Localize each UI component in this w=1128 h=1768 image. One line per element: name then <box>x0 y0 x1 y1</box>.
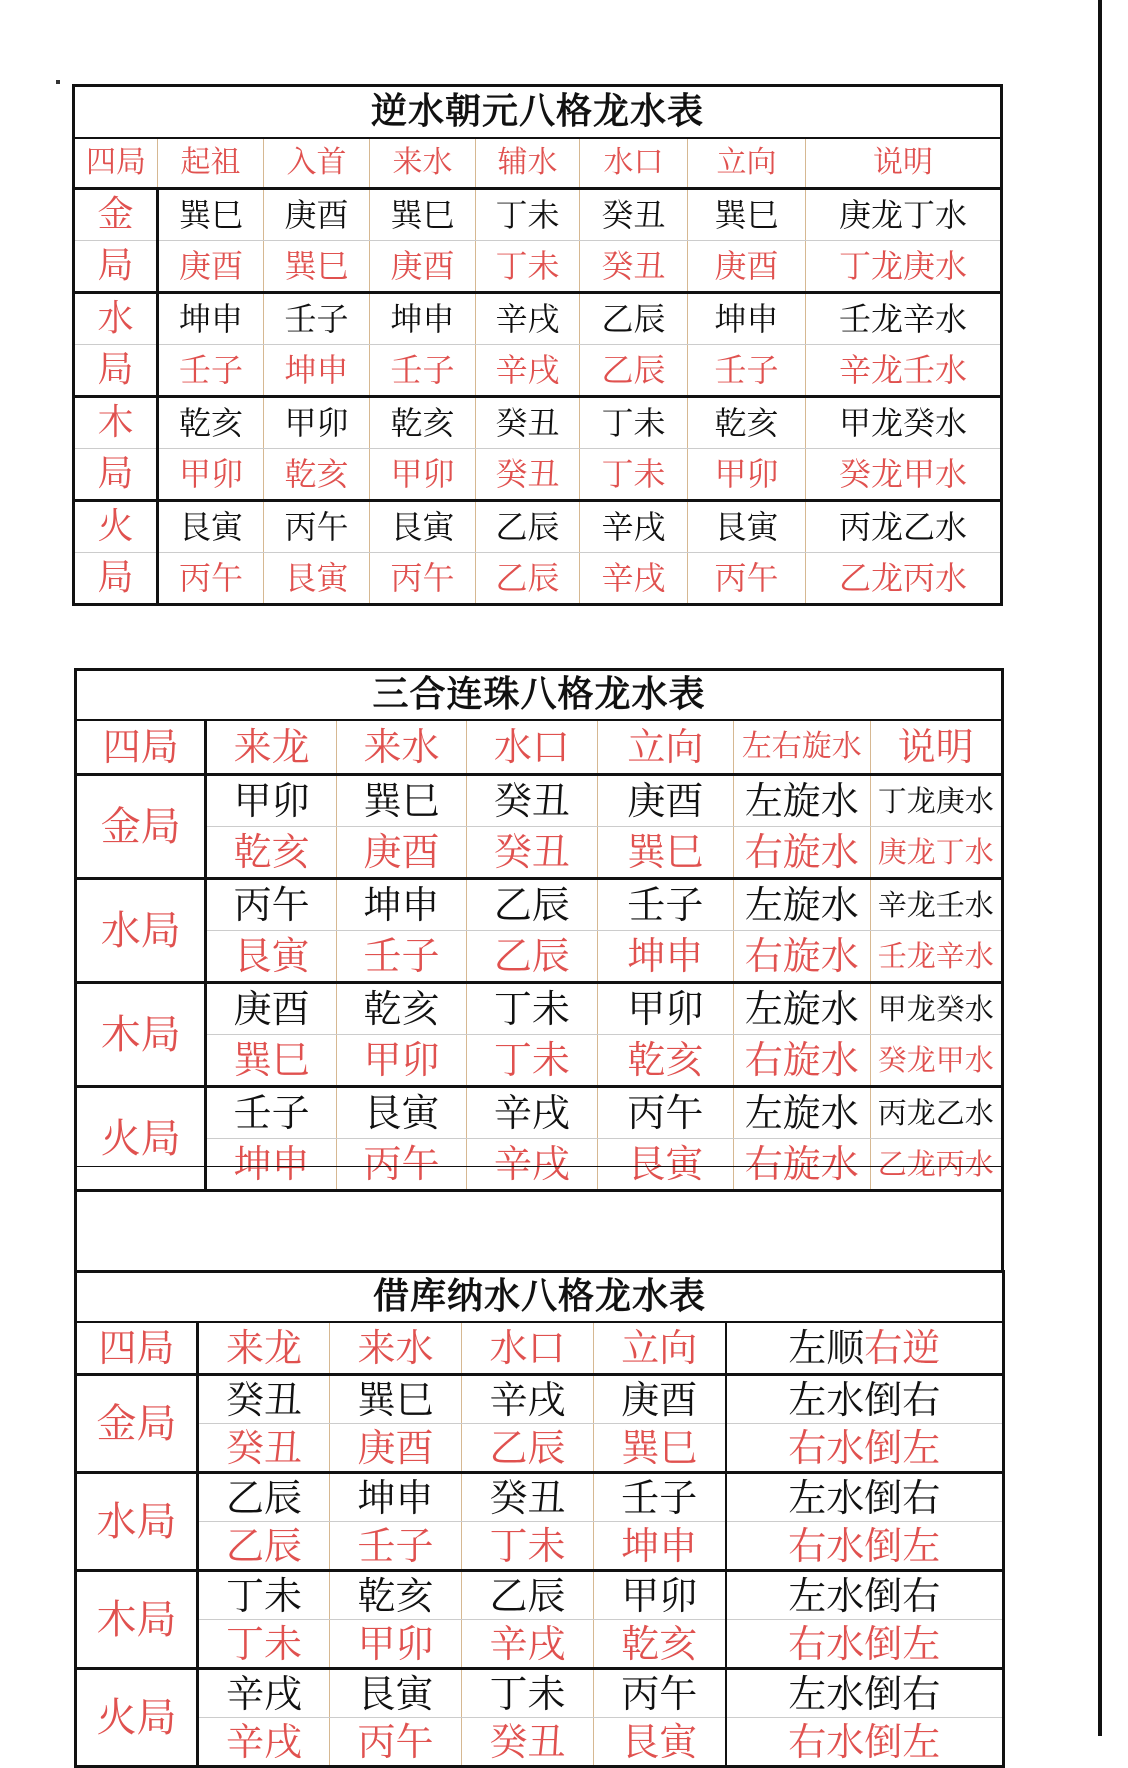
table2-group-label: 水局 <box>76 879 206 983</box>
table-cell: 庚龙丁水 <box>870 827 1003 879</box>
table-cell: 丁未 <box>476 241 580 293</box>
table-cell: 右水倒左 <box>726 1424 1004 1473</box>
table-cell: 丁未 <box>462 1522 594 1571</box>
table-cell: 乾亥 <box>597 1035 733 1087</box>
table1-group-label: 木 <box>74 397 158 449</box>
table3-group-label: 火局 <box>76 1669 198 1767</box>
table1-header: 入首 <box>264 138 370 189</box>
table-cell: 庚酉 <box>370 241 476 293</box>
table-cell: 乙辰 <box>580 293 688 345</box>
table-cell: 艮寅 <box>370 501 476 553</box>
table-cell: 庚酉 <box>158 241 264 293</box>
table-cell: 壬子 <box>594 1473 726 1522</box>
table3-header: 来龙 <box>198 1322 330 1375</box>
table-cell: 丁龙庚水 <box>870 775 1003 827</box>
table-cell: 甲卯 <box>264 397 370 449</box>
table-cell: 丁未 <box>580 449 688 501</box>
table-cell: 坤申 <box>233 1142 310 1186</box>
table2-header: 水口 <box>467 720 597 775</box>
table-cell: 左水倒右 <box>726 1669 1004 1718</box>
table1-group-label: 火 <box>74 501 158 553</box>
table-cell: 巽巳 <box>594 1424 726 1473</box>
table-cell: 庚酉 <box>597 775 733 827</box>
table-cell: 丁未 <box>198 1571 330 1620</box>
table-cell: 癸丑 <box>198 1424 330 1473</box>
table2-header: 四局 <box>76 720 206 775</box>
table-cell: 乾亥 <box>330 1571 462 1620</box>
table-cell: 右旋水 <box>734 827 870 879</box>
table-cell: 甲卯 <box>158 449 264 501</box>
table-cell: 乙辰 <box>462 1424 594 1473</box>
table-cell: 艮寅 <box>336 1087 466 1139</box>
table-cell: 左旋水 <box>734 879 870 931</box>
table-cell: 乾亥 <box>158 397 264 449</box>
table-cell: 左水倒右 <box>726 1473 1004 1522</box>
table2-header: 左右旋水 <box>734 720 870 775</box>
table-cell: 丙午 <box>264 501 370 553</box>
table1-group-label: 金 <box>74 189 158 241</box>
table3-header-last <box>726 1322 1004 1375</box>
table-cell: 庚酉 <box>206 983 336 1035</box>
table2-group-label: 火局 <box>76 1087 206 1191</box>
table-cell: 乙辰 <box>198 1522 330 1571</box>
table-cell: 乙辰 <box>467 931 597 983</box>
table3-header: 来水 <box>330 1322 462 1375</box>
page-edge-line <box>1098 0 1102 1736</box>
table1-group-label: 水 <box>74 293 158 345</box>
table-cell: 壬子 <box>158 345 264 397</box>
table2-header: 来水 <box>336 720 466 775</box>
table-cell: 右水倒左 <box>726 1522 1004 1571</box>
table-cell: 庚酉 <box>594 1375 726 1424</box>
table-cell: 丙龙乙水 <box>806 501 1002 553</box>
table-cell: 左水倒右 <box>726 1375 1004 1424</box>
table-cell: 丁未 <box>462 1669 594 1718</box>
table-cell: 巽巳 <box>158 189 264 241</box>
table3-header: 水口 <box>462 1322 594 1375</box>
table-cell: 辛戌 <box>225 1719 302 1764</box>
table2-header: 来龙 <box>206 720 336 775</box>
header-left-part: 左顺 <box>788 1326 865 1370</box>
table-cell: 辛龙壬水 <box>870 879 1003 931</box>
table-cell: 癸龙甲水 <box>806 449 1002 501</box>
table1-header: 立向 <box>688 138 806 189</box>
table1-header: 四局 <box>74 138 158 189</box>
table1-group-label: 局 <box>74 345 158 397</box>
table-cell: 庚酉 <box>336 827 466 879</box>
table-cell: 辛戌 <box>462 1620 594 1669</box>
table2-title: 三合连珠八格龙水表 <box>76 670 1003 721</box>
table-cell: 乾亥 <box>206 827 336 879</box>
table-cell: 壬子 <box>597 879 733 931</box>
table-cell: 壬龙辛水 <box>806 293 1002 345</box>
table1-header: 来水 <box>370 138 476 189</box>
table-cell: 癸丑 <box>580 189 688 241</box>
table-cell: 丙午 <box>206 879 336 931</box>
table-cell: 坤申 <box>264 345 370 397</box>
table-cell: 丙龙乙水 <box>870 1087 1003 1139</box>
table-cell: 庚酉 <box>330 1424 462 1473</box>
table-cell: 艮寅 <box>688 501 806 553</box>
table-cell: 壬龙辛水 <box>870 931 1003 983</box>
table-cell: 乾亥 <box>336 983 466 1035</box>
table-cell: 丙午 <box>594 1669 726 1718</box>
table-cell: 丙午 <box>330 1718 462 1767</box>
table-cell: 坤申 <box>158 293 264 345</box>
table-cell: 乙辰 <box>462 1571 594 1620</box>
table-cell: 癸丑 <box>462 1473 594 1522</box>
table-cell: 艮寅 <box>597 1139 733 1191</box>
table-cell: 左旋水 <box>734 983 870 1035</box>
table-cell: 右旋水 <box>734 1035 870 1087</box>
table-cell: 辛戌 <box>476 345 580 397</box>
table-cell: 甲卯 <box>206 775 336 827</box>
table1-title: 逆水朝元八格龙水表 <box>74 86 1002 139</box>
table-cell: 壬子 <box>206 1087 336 1139</box>
table-cell: 丙午 <box>688 553 806 605</box>
table-cell: 壬子 <box>336 931 466 983</box>
table-cell: 甲卯 <box>336 1035 466 1087</box>
table3-header: 四局 <box>76 1322 198 1375</box>
table-cell: 艮寅 <box>594 1718 726 1767</box>
table1-header: 说明 <box>806 138 1002 189</box>
table3-group-label: 水局 <box>76 1473 198 1571</box>
table-cell: 坤申 <box>594 1522 726 1571</box>
table-cell: 丁未 <box>467 1035 597 1087</box>
table-cell: 辛戌 <box>580 501 688 553</box>
table-cell: 庚酉 <box>688 241 806 293</box>
table-cell: 丙午 <box>370 553 476 605</box>
table-cell: 丁未 <box>476 189 580 241</box>
table3-group-label: 金局 <box>76 1375 198 1473</box>
table-cell: 癸丑 <box>467 827 597 879</box>
table-cell: 癸龙甲水 <box>870 1035 1003 1087</box>
header-right-part: 右逆 <box>864 1326 941 1370</box>
table2-group-label: 金局 <box>76 775 206 879</box>
table-cell: 左旋水 <box>734 775 870 827</box>
table-cell: 右旋水 <box>734 1139 870 1191</box>
table3-group-label: 木局 <box>76 1571 198 1669</box>
table-cell: 乙辰 <box>580 345 688 397</box>
table-cell: 丁未 <box>198 1620 330 1669</box>
table-cell: 壬子 <box>330 1522 462 1571</box>
table-cell: 甲卯 <box>370 449 476 501</box>
table-cell: 巽巳 <box>688 189 806 241</box>
table-nishui-chaoyuan <box>72 84 1003 606</box>
table-cell: 左旋水 <box>734 1087 870 1139</box>
table-cell: 丁未 <box>580 397 688 449</box>
table-cell: 坤申 <box>688 293 806 345</box>
table-cell: 辛戌 <box>462 1375 594 1424</box>
table-cell: 乾亥 <box>264 449 370 501</box>
table-cell: 乙龙丙水 <box>870 1139 1003 1191</box>
table-cell: 甲卯 <box>594 1571 726 1620</box>
table-cell: 艮寅 <box>330 1669 462 1718</box>
table-cell: 丁龙庚水 <box>806 241 1002 293</box>
table-cell: 辛戌 <box>467 1139 597 1191</box>
table-cell: 丙午 <box>336 1139 466 1191</box>
table-cell: 乙辰 <box>467 879 597 931</box>
table2-header: 说明 <box>870 720 1003 775</box>
table-cell: 艮寅 <box>206 931 336 983</box>
table-cell: 乙辰 <box>476 501 580 553</box>
table1-group-label: 局 <box>74 241 158 293</box>
table-cell: 艮寅 <box>158 501 264 553</box>
table-cell: 坤申 <box>597 931 733 983</box>
table-cell: 乾亥 <box>688 397 806 449</box>
table-cell: 庚酉 <box>264 189 370 241</box>
table-cell: 坤申 <box>336 879 466 931</box>
table-cell: 乙辰 <box>476 553 580 605</box>
table-cell: 巽巳 <box>330 1375 462 1424</box>
table-cell: 乙辰 <box>198 1473 330 1522</box>
table1-header: 起祖 <box>158 138 264 189</box>
table-cell: 右水倒左 <box>726 1620 1004 1669</box>
table-cell: 丁未 <box>467 983 597 1035</box>
table-cell: 巽巳 <box>206 1035 336 1087</box>
table-cell: 甲卯 <box>597 983 733 1035</box>
table-cell: 癸丑 <box>476 449 580 501</box>
table-cell: 甲龙癸水 <box>806 397 1002 449</box>
table-cell: 乙龙丙水 <box>806 553 1002 605</box>
table1-header: 水口 <box>580 138 688 189</box>
table-cell: 丙午 <box>158 553 264 605</box>
table-cell: 丙午 <box>597 1087 733 1139</box>
table-cell: 癸丑 <box>462 1718 594 1767</box>
table3-title: 借库纳水八格龙水表 <box>76 1272 1004 1323</box>
table-cell: 巽巳 <box>336 775 466 827</box>
table-cell: 辛戌 <box>467 1087 597 1139</box>
table-cell: 癸丑 <box>580 241 688 293</box>
table-cell: 壬子 <box>370 345 476 397</box>
table-cell: 巽巳 <box>264 241 370 293</box>
table1-group-label: 局 <box>74 553 158 605</box>
table-cell: 坤申 <box>330 1473 462 1522</box>
table3-header: 立向 <box>594 1322 726 1375</box>
table-cell: 左水倒右 <box>726 1571 1004 1620</box>
table-sanhe-lianzhu <box>74 668 1004 1192</box>
table-cell: 辛龙壬水 <box>806 345 1002 397</box>
table-jieku-nashui <box>74 1270 1005 1768</box>
table2-group-label: 木局 <box>76 983 206 1087</box>
table-cell: 甲卯 <box>330 1620 462 1669</box>
table1-header: 辅水 <box>476 138 580 189</box>
table-cell: 巽巳 <box>370 189 476 241</box>
blank-gap <box>74 1166 1004 1270</box>
table-cell: 辛戌 <box>580 553 688 605</box>
table-cell: 壬子 <box>264 293 370 345</box>
table-cell: 辛戌 <box>476 293 580 345</box>
table-cell: 癸丑 <box>476 397 580 449</box>
table-cell: 右旋水 <box>734 931 870 983</box>
table-cell: 乾亥 <box>594 1620 726 1669</box>
table-cell: 坤申 <box>370 293 476 345</box>
table-cell: 壬子 <box>688 345 806 397</box>
table-cell: 庚龙丁水 <box>806 189 1002 241</box>
table-cell: 乾亥 <box>370 397 476 449</box>
table-cell: 艮寅 <box>264 553 370 605</box>
table2-header: 立向 <box>597 720 733 775</box>
table-cell: 癸丑 <box>467 775 597 827</box>
table1-group-label: 局 <box>74 449 158 501</box>
table-cell: 右水倒左 <box>726 1718 1004 1767</box>
table-cell: 巽巳 <box>597 827 733 879</box>
stray-dot <box>56 80 60 84</box>
table-cell: 辛戌 <box>198 1669 330 1718</box>
table-cell: 甲卯 <box>688 449 806 501</box>
table-cell: 甲龙癸水 <box>870 983 1003 1035</box>
table-cell: 癸丑 <box>198 1375 330 1424</box>
